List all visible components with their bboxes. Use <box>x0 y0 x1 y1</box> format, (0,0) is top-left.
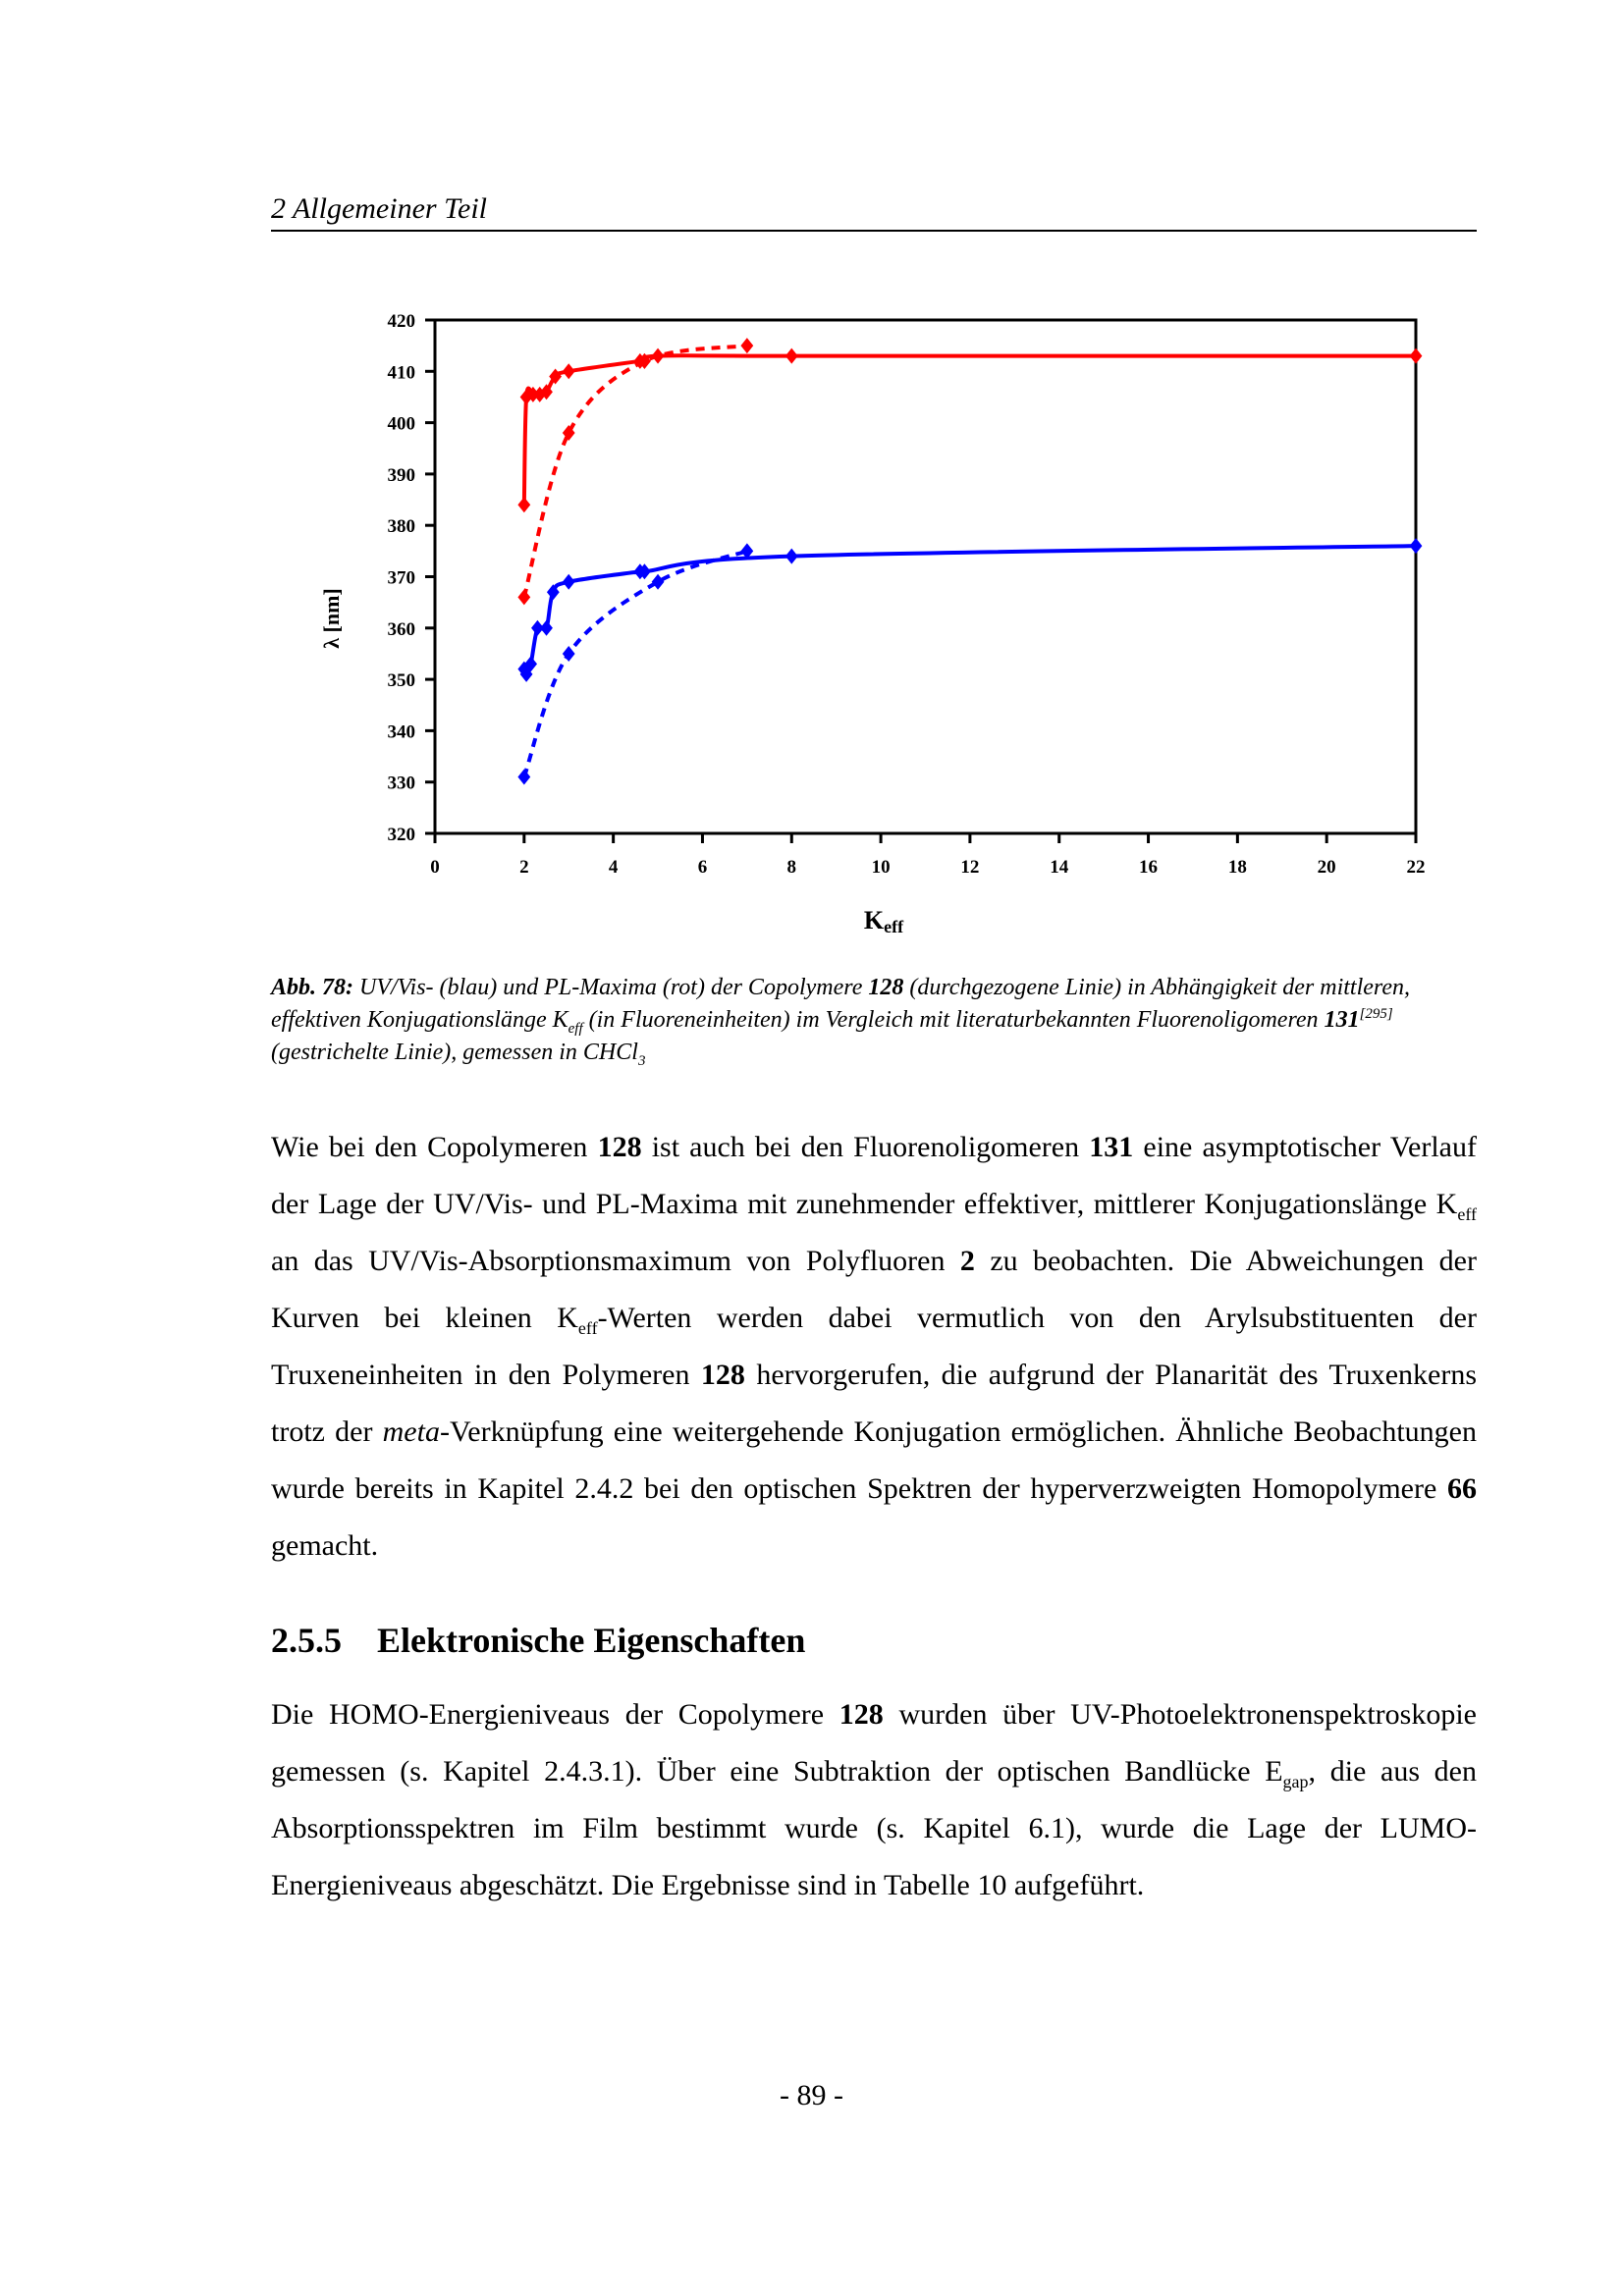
paragraph-1: Wie bei den Copolymeren 128 ist auch bei den Fluorenoligomeren 131 eine asymptotischer Verlauf der Lage der UV/Vis- und PL-Maxima mit zunehmender effektiver, mittlerer Konjugationslänge $K_{eff}$ an das UV/Vis-Absorptionsmaximum von Polyfluoren 2 zu beobachten. Die Abweichungen der Kurven bei kleinen $K_{eff}$-Werten werden dabei vermutlich von den Arylsubstituenten der Truxeneinheiten in den Polymeren 128 hervorgerufen, die aufgrund der Planarität des Truxenkerns trotz der meta-Verknüpfung eine weitergehende Konjugation ermöglichen. Ähnliche Beobachtungen wurde bereits in Kapitel 2.4.2 bei den optischen Spektren der hyperverzweigten Homopolymere 66 gemacht. <box>271 1131 1477 1562</box>
x-tick-label: 20 <box>1317 857 1336 878</box>
x-tick-label: 18 <box>1227 857 1247 878</box>
y-tick-label: 380 <box>387 516 415 538</box>
data-point <box>740 338 753 353</box>
y-tick-label: 360 <box>387 618 415 640</box>
y-tick-label: 400 <box>387 413 415 435</box>
data-point <box>785 348 798 364</box>
x-tick-label: 8 <box>786 857 797 878</box>
figure-caption: Abb. 78: UV/Vis- (blau) und PL-Maxima (rot) der Copolymere 128 (durchgezogene Linie) in Abhängigkeit der mittleren, effektiven Konjugationslänge $K_{eff}$ (in Fluoreneinheiten) im Vergleich mit literaturbekannten Fluorenoligomeren 131[295] (gestrichelte Linie), gemessen in CHCl$_3$ <box>271 975 1411 1069</box>
figure-label: Abb. 78: <box>271 975 353 1000</box>
y-axis-label: λ [nm] <box>319 588 344 649</box>
data-point <box>563 574 575 590</box>
y-tick-label: 320 <box>387 825 415 845</box>
data-point <box>540 620 553 636</box>
series-line-0 <box>524 355 1416 505</box>
data-point <box>563 646 575 662</box>
line-chart <box>295 294 1473 942</box>
x-tick-label: 2 <box>519 857 529 878</box>
data-point <box>652 574 665 590</box>
header-title: 2 Allgemeiner Teil <box>271 192 487 225</box>
series-line-2 <box>524 546 1416 674</box>
y-tick-label: 330 <box>387 773 415 794</box>
x-tick-label: 4 <box>608 857 619 878</box>
section-heading <box>271 1620 805 1661</box>
x-tick-label: 6 <box>697 857 708 878</box>
data-point <box>517 497 530 512</box>
data-point <box>563 363 575 379</box>
paragraph-2: Die HOMO-Energieniveaus der Copolymere 128 wurden über UV-Photoelektronenspektroskopie gemessen (s. Kapitel 2.4.3.1). Über eine Subtraktion der optischen Bandlücke $E_{gap}$, die aus den Absorptionsspektren im Film bestimmt wurde (s. Kapitel 6.1), wurde die Lage der LUMO-Energieniveaus abgeschätzt. Die Ergebnisse sind in Tabelle 10 aufgeführt. <box>271 1698 1477 1901</box>
data-point <box>517 589 530 605</box>
y-tick-label: 350 <box>387 670 415 692</box>
x-tick-label: 16 <box>1139 857 1159 878</box>
x-tick-label: 0 <box>430 857 440 878</box>
x-axis-label: Keff <box>863 906 904 936</box>
data-point <box>517 769 530 784</box>
section-title: Elektronische Eigenschaften <box>377 1621 806 1660</box>
y-tick-label: 340 <box>387 721 415 743</box>
chart-series <box>517 338 1422 784</box>
y-tick-label: 370 <box>387 567 415 589</box>
plot-frame <box>435 320 1416 833</box>
x-tick-label: 14 <box>1050 857 1069 878</box>
citation: [295] <box>1359 1006 1393 1022</box>
x-tick-label: 22 <box>1406 857 1426 878</box>
y-tick-label: 390 <box>387 464 415 486</box>
y-tick-label: 420 <box>387 311 415 332</box>
x-tick-label: 10 <box>871 857 891 878</box>
y-tick-label: 410 <box>387 362 415 384</box>
data-point <box>1410 538 1423 554</box>
section-number: 2.5.5 <box>271 1621 342 1660</box>
running-header <box>271 192 1477 232</box>
x-tick-label: 12 <box>960 857 980 878</box>
data-point <box>1410 348 1423 364</box>
page-number: - 89 - <box>780 2079 843 2111</box>
data-point <box>785 549 798 564</box>
